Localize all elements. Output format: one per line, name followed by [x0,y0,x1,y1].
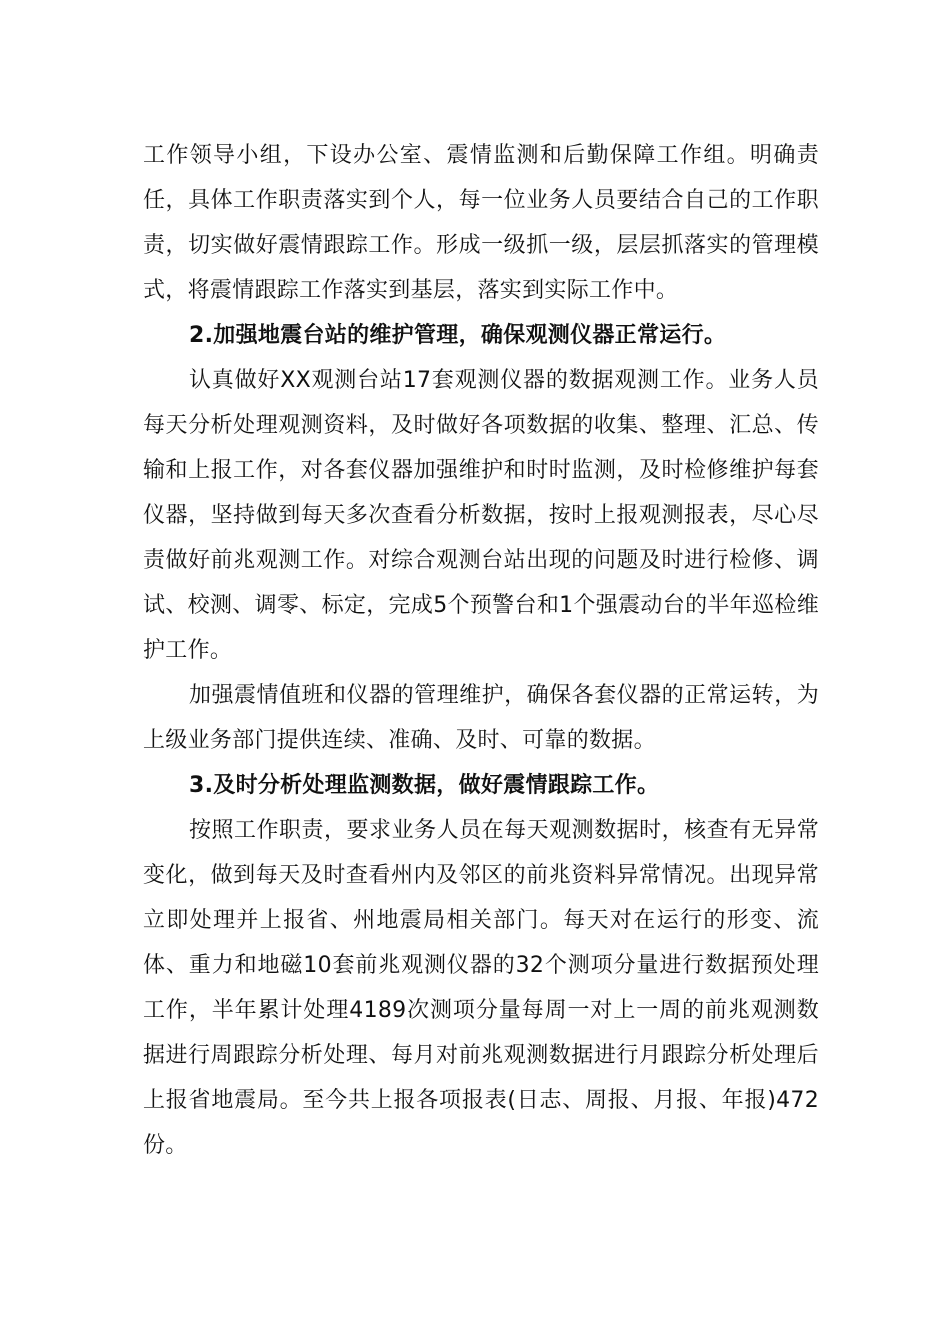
paragraph-duty-maintenance: 加强震情值班和仪器的管理维护，确保各套仪器的正常运转，为上级业务部门提供连续、准确、及时、可靠的数据。 [143,683,819,753]
paragraph-leadership-group: 工作领导小组，下设办公室、震情监测和后勤保障工作组。明确责任，具体工作职责落实到个人，每一位业务人员要结合自己的工作职责，切实做好震情跟踪工作。形成一级抓一级，层层抓落实的管理模式，将震情跟踪工作落实到基层，落实到实际工作中。 [143,143,819,303]
section-heading-2: 2.加强地震台站的维护管理，确保观测仪器正常运行。 [189,323,727,348]
section-heading-3: 3.及时分析处理监测数据，做好震情跟踪工作。 [189,773,660,798]
paragraph-data-analysis: 按照工作职责，要求业务人员在每天观测数据时，核查有无异常变化，做到每天及时查看州内及邻区的前兆资料异常情况。出现异常立即处理并上报省、州地震局相关部门。每天对在运行的形变、流体、重力和地磁10套前兆观测仪器的32个测项分量进行数据预处理工作，半年累计处理4189次测项分量每周一对上一周的前兆观测数据进行周跟踪分析处理、每月对前兆观测数据进行月跟踪分析处理后上报省地震局。至今共上报各项报表(日志、周报、月报、年报)472份。 [143,818,819,1158]
document-body [143,133,819,1168]
paragraph-station-instruments: 认真做好XX观测台站17套观测仪器的数据观测工作。业务人员每天分析处理观测资料，及时做好各项数据的收集、整理、汇总、传输和上报工作，对各套仪器加强维护和时时监测，及时检修维护每套仪器，坚持做到每天多次查看分析数据，按时上报观测报表，尽心尽责做好前兆观测工作。对综合观测台站出现的问题及时进行检修、调试、校测、调零、标定，完成5个预警台和1个强震动台的半年巡检维护工作。 [143,368,819,663]
